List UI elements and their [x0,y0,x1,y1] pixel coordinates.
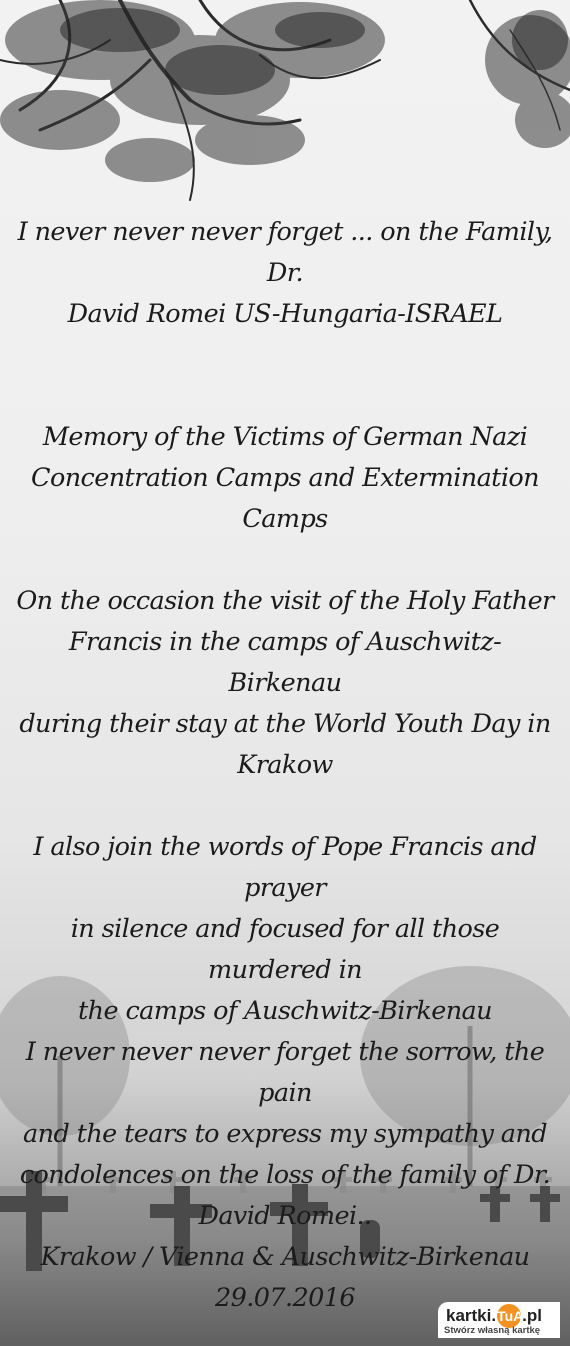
message-line: Francis in the camps of Auschwitz-Birkenau [68,627,502,698]
tree-branches-icon [0,0,570,220]
brand-tagline[interactable]: Stwórz własną kartkę [444,1325,541,1336]
message-line: David Romei US-Hungaria-ISRAEL [67,299,503,329]
brand-badge[interactable] [438,1302,560,1338]
message-line: the camps of Auschwitz-Birkenau [78,996,492,1026]
card-message [14,212,556,1319]
brand-name-left: kartki. [446,1306,497,1325]
message-line: and the tears to express my sympathy and [23,1119,547,1149]
brand-tu-icon: TuA [497,1304,521,1328]
brand-name-right: .pl [522,1306,542,1325]
message-line: during their stay at the World Youth Day in [19,709,551,739]
message-line: Concentration Camps and Extermination Camps [31,463,539,534]
message-line: in silence and focused for all those murdered in [70,914,500,985]
message-line: condolences on the loss of the family of Dr. [19,1160,551,1190]
message-line: On the occasion the visit of the Holy Father [16,586,554,616]
message-line: I also join the words of Pope Francis and prayer [33,832,537,903]
message-line: David Romei.. [198,1201,372,1231]
message-line: I never never never forget the sorrow, the pain [25,1037,545,1108]
message-line: I never never never forget ... on the Family, Dr. [17,217,553,288]
message-line: Krakow [237,750,333,780]
message-line: 29.07.2016 [214,1283,355,1313]
message-line: Krakow / Vienna & Auschwitz-Birkenau [40,1242,530,1272]
message-line: Memory of the Victims of German Nazi [42,422,528,452]
